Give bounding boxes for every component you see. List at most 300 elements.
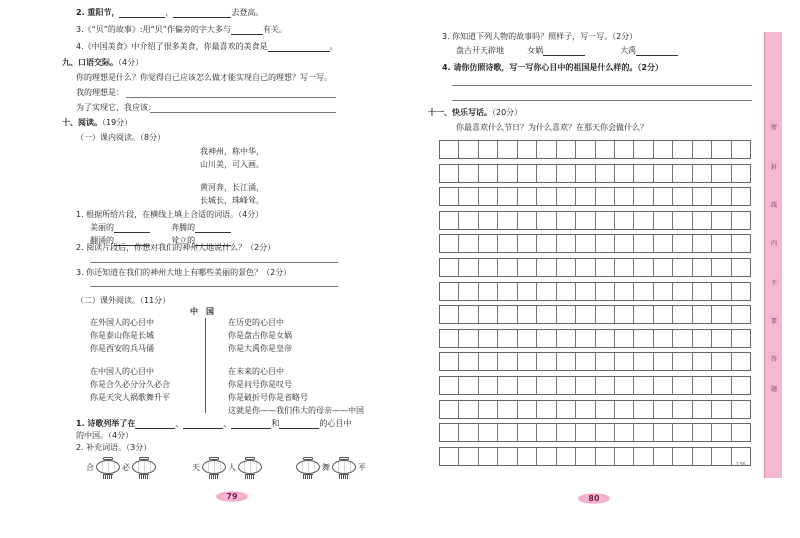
grid-cell[interactable] bbox=[712, 188, 731, 205]
poem-line: 这就是你——我们伟大的母亲——中国 bbox=[228, 406, 364, 415]
grid-cell[interactable] bbox=[615, 377, 634, 394]
poem-line: 你是盘古你是女娲 bbox=[228, 331, 292, 340]
grid-cell[interactable] bbox=[673, 188, 692, 205]
side-char: 答 bbox=[770, 356, 777, 363]
grid-cell[interactable] bbox=[712, 448, 731, 465]
grid-cell[interactable] bbox=[634, 353, 653, 370]
grid-cell[interactable] bbox=[634, 306, 653, 323]
grid-cell[interactable] bbox=[576, 306, 595, 323]
grid-cell[interactable] bbox=[537, 212, 556, 229]
grid-cell[interactable] bbox=[693, 188, 712, 205]
reading-q3-answer-line[interactable] bbox=[90, 286, 338, 287]
section-11-title: 十一、快乐写话。（20分） bbox=[428, 108, 523, 117]
grid-cell[interactable] bbox=[518, 165, 537, 182]
grid-cell[interactable] bbox=[576, 283, 595, 300]
poem-line: 你是天灾人祸歌舞升平 bbox=[90, 393, 170, 402]
grid-cell[interactable] bbox=[634, 448, 653, 465]
grid-cell[interactable] bbox=[732, 212, 750, 229]
grid-cell[interactable] bbox=[498, 377, 517, 394]
grid-cell[interactable] bbox=[440, 212, 459, 229]
grid-cell[interactable] bbox=[498, 306, 517, 323]
section-10-title: 十、阅读。（19分） bbox=[62, 118, 133, 127]
grid-cell[interactable] bbox=[459, 235, 478, 252]
grid-cell[interactable] bbox=[537, 141, 556, 158]
grid-cell[interactable] bbox=[634, 401, 653, 418]
grid-cell[interactable] bbox=[634, 283, 653, 300]
grid-cell[interactable] bbox=[712, 283, 731, 300]
grid-cell[interactable] bbox=[732, 306, 750, 323]
grid-cell[interactable] bbox=[537, 377, 556, 394]
grid-cell[interactable] bbox=[615, 235, 634, 252]
grid-cell[interactable] bbox=[518, 188, 537, 205]
grid-cell[interactable] bbox=[673, 306, 692, 323]
grid-cell[interactable] bbox=[557, 283, 576, 300]
grid-cell[interactable] bbox=[596, 306, 615, 323]
grid-cell[interactable] bbox=[459, 283, 478, 300]
grid-cell[interactable] bbox=[440, 306, 459, 323]
grid-row bbox=[439, 447, 751, 466]
grid-cell[interactable] bbox=[634, 212, 653, 229]
grid-cell[interactable] bbox=[615, 306, 634, 323]
grid-cell[interactable] bbox=[576, 259, 595, 276]
grid-cell[interactable] bbox=[518, 401, 537, 418]
grid-cell[interactable] bbox=[440, 188, 459, 205]
grid-cell[interactable] bbox=[615, 259, 634, 276]
grid-cell[interactable] bbox=[459, 353, 478, 370]
grid-cell[interactable] bbox=[576, 377, 595, 394]
grid-cell[interactable] bbox=[576, 165, 595, 182]
grid-cell[interactable] bbox=[537, 448, 556, 465]
grid-cell[interactable] bbox=[440, 283, 459, 300]
grid-cell[interactable] bbox=[712, 424, 731, 441]
grid-cell[interactable] bbox=[557, 377, 576, 394]
grid-cell[interactable] bbox=[732, 141, 750, 158]
plan-line: 为了实现它，我应该： bbox=[76, 103, 156, 112]
grid-cell[interactable] bbox=[712, 212, 731, 229]
grid-cell[interactable] bbox=[498, 212, 517, 229]
grid-cell[interactable] bbox=[479, 424, 498, 441]
grid-cell[interactable] bbox=[654, 188, 673, 205]
grid-cell[interactable] bbox=[498, 259, 517, 276]
grid-cell[interactable] bbox=[693, 424, 712, 441]
grid-cell[interactable] bbox=[479, 353, 498, 370]
grid-cell[interactable] bbox=[732, 235, 750, 252]
grid-cell[interactable] bbox=[440, 141, 459, 158]
grid-cell[interactable] bbox=[693, 141, 712, 158]
grid-cell[interactable] bbox=[459, 165, 478, 182]
poem-line: 在历史的心目中 bbox=[228, 318, 284, 327]
grid-cell[interactable] bbox=[440, 235, 459, 252]
grid-cell[interactable] bbox=[673, 141, 692, 158]
grid-cell[interactable] bbox=[654, 259, 673, 276]
q8-4: 4.《中国美食》中介绍了很多美食，你最喜欢的美食是 。 bbox=[76, 42, 338, 51]
grid-cell[interactable] bbox=[634, 188, 653, 205]
grid-cell[interactable] bbox=[596, 283, 615, 300]
grid-cell[interactable] bbox=[596, 377, 615, 394]
grid-cell[interactable] bbox=[479, 283, 498, 300]
grid-cell[interactable] bbox=[557, 424, 576, 441]
grid-cell[interactable] bbox=[673, 448, 692, 465]
grid-cell[interactable] bbox=[576, 212, 595, 229]
grid-cell[interactable] bbox=[673, 235, 692, 252]
poem-line: 在外国人的心目中 bbox=[90, 318, 154, 327]
grid-cell[interactable] bbox=[440, 401, 459, 418]
answer-blank[interactable] bbox=[135, 420, 175, 429]
grid-cell[interactable] bbox=[459, 306, 478, 323]
poem-line: 你是泰山你是长城 bbox=[90, 331, 154, 340]
poem-line: 你是合久必分分久必合 bbox=[90, 380, 170, 389]
grid-cell[interactable] bbox=[673, 353, 692, 370]
grid-cell[interactable] bbox=[654, 401, 673, 418]
grid-row bbox=[439, 423, 751, 442]
grid-cell[interactable] bbox=[576, 353, 595, 370]
grid-cell[interactable] bbox=[693, 306, 712, 323]
grid-cell[interactable] bbox=[732, 259, 750, 276]
grid-cell[interactable] bbox=[596, 424, 615, 441]
grid-cell[interactable] bbox=[712, 259, 731, 276]
grid-cell[interactable] bbox=[596, 353, 615, 370]
seal-line-strip bbox=[764, 32, 782, 478]
grid-cell[interactable] bbox=[576, 141, 595, 158]
grid-cell[interactable] bbox=[440, 259, 459, 276]
grid-cell[interactable] bbox=[576, 235, 595, 252]
grid-cell[interactable] bbox=[518, 212, 537, 229]
grid-cell[interactable] bbox=[693, 330, 712, 347]
grid-cell[interactable] bbox=[673, 259, 692, 276]
grid-cell[interactable] bbox=[615, 212, 634, 229]
side-char: 要 bbox=[770, 318, 777, 325]
grid-cell[interactable] bbox=[732, 448, 750, 465]
grid-cell[interactable] bbox=[596, 448, 615, 465]
grid-cell[interactable] bbox=[479, 212, 498, 229]
grid-cell[interactable] bbox=[459, 330, 478, 347]
grid-cell[interactable] bbox=[634, 377, 653, 394]
grid-cell[interactable] bbox=[596, 188, 615, 205]
grid-cell[interactable] bbox=[518, 306, 537, 323]
lantern-icon[interactable] bbox=[131, 457, 157, 479]
grid-cell[interactable] bbox=[576, 401, 595, 418]
grid-cell[interactable] bbox=[712, 306, 731, 323]
right-q4-answer-line-2[interactable] bbox=[452, 100, 752, 101]
grid-cell[interactable] bbox=[732, 165, 750, 182]
grid-cell[interactable] bbox=[634, 259, 653, 276]
grid-cell[interactable] bbox=[654, 353, 673, 370]
grid-cell[interactable] bbox=[557, 141, 576, 158]
grid-cell[interactable] bbox=[654, 330, 673, 347]
grid-cell[interactable] bbox=[576, 424, 595, 441]
grid-cell[interactable] bbox=[615, 188, 634, 205]
grid-row bbox=[439, 305, 751, 324]
grid-cell[interactable] bbox=[479, 188, 498, 205]
lantern-group-3: 舞 平 bbox=[294, 457, 366, 479]
right-q3: 3. 你知道下列人物的故事吗？照样子，写一写。（2分） bbox=[442, 32, 638, 41]
grid-cell[interactable] bbox=[518, 330, 537, 347]
reading-q1-row1: 美丽的 奔腾的 bbox=[90, 223, 231, 233]
grid-cell[interactable] bbox=[654, 306, 673, 323]
grid-cell[interactable] bbox=[615, 330, 634, 347]
grid-cell[interactable] bbox=[479, 401, 498, 418]
grid-cell[interactable] bbox=[615, 424, 634, 441]
grid-row bbox=[439, 258, 751, 277]
grid-cell[interactable] bbox=[596, 330, 615, 347]
grid-cell[interactable] bbox=[537, 235, 556, 252]
grid-cell[interactable] bbox=[537, 424, 556, 441]
writing-grid[interactable] bbox=[439, 140, 752, 468]
grid-cell[interactable] bbox=[712, 235, 731, 252]
grid-cell[interactable] bbox=[459, 377, 478, 394]
grid-cell[interactable] bbox=[498, 188, 517, 205]
right-q4-answer-line-1[interactable] bbox=[452, 85, 752, 86]
grid-cell[interactable] bbox=[693, 165, 712, 182]
section-9-title: 九、口语交际。（4分） bbox=[62, 58, 144, 67]
answer-blank[interactable] bbox=[231, 26, 263, 35]
grid-cell[interactable] bbox=[712, 141, 731, 158]
grid-cell[interactable] bbox=[537, 306, 556, 323]
lantern-icon[interactable] bbox=[95, 457, 121, 479]
grid-cell[interactable] bbox=[654, 235, 673, 252]
grid-cell[interactable] bbox=[673, 401, 692, 418]
grid-cell[interactable] bbox=[440, 424, 459, 441]
grid-cell[interactable] bbox=[712, 165, 731, 182]
grid-cell[interactable] bbox=[557, 235, 576, 252]
grid-cell[interactable] bbox=[732, 330, 750, 347]
grid-cell[interactable] bbox=[596, 141, 615, 158]
plan-answer-line[interactable] bbox=[150, 112, 336, 113]
poem-title: 中 国 bbox=[190, 307, 214, 316]
grid-cell[interactable] bbox=[459, 188, 478, 205]
side-char: 线 bbox=[770, 202, 777, 209]
grid-cell[interactable] bbox=[654, 377, 673, 394]
side-char: 不 bbox=[770, 280, 777, 287]
grid-cell[interactable] bbox=[537, 401, 556, 418]
q8-2: 2. 重阳节， ， 去登高。 bbox=[76, 8, 264, 17]
grid-cell[interactable] bbox=[479, 259, 498, 276]
lantern-icon[interactable] bbox=[201, 457, 227, 479]
grid-cell[interactable] bbox=[518, 424, 537, 441]
grid-cell[interactable] bbox=[712, 330, 731, 347]
ideal-line: 我的理想是： bbox=[76, 88, 124, 97]
grid-cell[interactable] bbox=[596, 165, 615, 182]
grid-cell[interactable] bbox=[693, 377, 712, 394]
grid-cell[interactable] bbox=[634, 141, 653, 158]
answer-blank[interactable] bbox=[114, 224, 150, 233]
grid-cell[interactable] bbox=[634, 235, 653, 252]
grid-cell[interactable] bbox=[654, 165, 673, 182]
poem-line: 长城长，珠峰耸。 bbox=[200, 196, 264, 205]
grid-cell[interactable] bbox=[459, 448, 478, 465]
grid-cell[interactable] bbox=[498, 165, 517, 182]
grid-cell[interactable] bbox=[732, 188, 750, 205]
grid-cell[interactable] bbox=[693, 283, 712, 300]
grid-cell[interactable] bbox=[498, 235, 517, 252]
grid-row bbox=[439, 400, 751, 419]
grid-cell[interactable] bbox=[518, 259, 537, 276]
right-q4: 4. 请你仿照诗歌，写一写你心目中的祖国是什么样的。（2分） bbox=[442, 63, 663, 72]
grid-cell[interactable] bbox=[459, 401, 478, 418]
grid-cell[interactable] bbox=[537, 188, 556, 205]
poem-line: 你是西安的兵马俑 bbox=[90, 344, 154, 353]
grid-cell[interactable] bbox=[440, 353, 459, 370]
page-number: 80 bbox=[577, 493, 611, 504]
grid-cell[interactable] bbox=[693, 235, 712, 252]
side-char: 封 bbox=[770, 164, 777, 171]
grid-cell[interactable] bbox=[615, 165, 634, 182]
grid-cell[interactable] bbox=[673, 377, 692, 394]
grid-cell[interactable] bbox=[693, 448, 712, 465]
grid-cell[interactable] bbox=[557, 330, 576, 347]
grid-cell[interactable] bbox=[596, 235, 615, 252]
grid-cell[interactable] bbox=[732, 377, 750, 394]
grid-cell[interactable] bbox=[537, 330, 556, 347]
answer-blank[interactable] bbox=[279, 420, 319, 429]
grid-cell[interactable] bbox=[615, 283, 634, 300]
grid-cell[interactable] bbox=[479, 448, 498, 465]
grid-cell[interactable] bbox=[498, 448, 517, 465]
grid-row bbox=[439, 140, 751, 159]
lantern-icon[interactable] bbox=[295, 457, 321, 479]
answer-blank[interactable] bbox=[119, 9, 165, 18]
grid-cell[interactable] bbox=[654, 424, 673, 441]
grid-cell[interactable] bbox=[479, 330, 498, 347]
grid-cell[interactable] bbox=[498, 353, 517, 370]
grid-cell[interactable] bbox=[459, 212, 478, 229]
grid-cell[interactable] bbox=[479, 235, 498, 252]
q8-3: 3.《“贝”的故事》:用“贝”作偏旁的字大多与 有关。 bbox=[76, 25, 287, 34]
grid-cell[interactable] bbox=[518, 283, 537, 300]
grid-cell[interactable] bbox=[673, 424, 692, 441]
grid-cell[interactable] bbox=[479, 141, 498, 158]
grid-cell[interactable] bbox=[518, 353, 537, 370]
grid-row bbox=[439, 352, 751, 371]
section-9-prompt: 你的理想是什么？你觉得自己应该怎么做才能实现自己的理想？写一写。 bbox=[76, 73, 332, 82]
grid-cell[interactable] bbox=[459, 424, 478, 441]
grid-cell[interactable] bbox=[557, 188, 576, 205]
grid-cell[interactable] bbox=[518, 141, 537, 158]
grid-cell[interactable] bbox=[557, 353, 576, 370]
grid-cell[interactable] bbox=[459, 259, 478, 276]
grid-cell[interactable] bbox=[479, 377, 498, 394]
grid-cell[interactable] bbox=[479, 165, 498, 182]
grid-cell[interactable] bbox=[634, 165, 653, 182]
extra-q1-cont: 的中国。（4分） bbox=[76, 431, 134, 440]
grid-cell[interactable] bbox=[732, 283, 750, 300]
answer-blank[interactable] bbox=[268, 43, 330, 52]
grid-cell[interactable] bbox=[537, 353, 556, 370]
grid-row bbox=[439, 234, 751, 253]
grid-cell[interactable] bbox=[596, 212, 615, 229]
grid-cell[interactable] bbox=[693, 353, 712, 370]
grid-cell[interactable] bbox=[615, 353, 634, 370]
grid-cell[interactable] bbox=[440, 377, 459, 394]
page-number: 79 bbox=[215, 491, 249, 502]
ideal-answer-line[interactable] bbox=[126, 97, 336, 98]
grid-cell[interactable] bbox=[557, 212, 576, 229]
grid-cell[interactable] bbox=[576, 448, 595, 465]
grid-cell[interactable] bbox=[518, 377, 537, 394]
poem-divider bbox=[205, 318, 206, 413]
reading-q2-answer-line[interactable] bbox=[90, 262, 338, 263]
grid-cell[interactable] bbox=[596, 401, 615, 418]
part-1-title: （一）课内阅读。（8分） bbox=[76, 133, 166, 142]
grid-cell[interactable] bbox=[712, 353, 731, 370]
grid-cell[interactable] bbox=[537, 283, 556, 300]
grid-cell[interactable] bbox=[693, 401, 712, 418]
grid-cell[interactable] bbox=[440, 448, 459, 465]
grid-cell[interactable] bbox=[654, 448, 673, 465]
grid-cell[interactable] bbox=[557, 306, 576, 323]
grid-row bbox=[439, 376, 751, 395]
poem-line: 你是问号你是叹号 bbox=[228, 380, 292, 389]
grid-cell[interactable] bbox=[615, 448, 634, 465]
grid-cell[interactable] bbox=[557, 259, 576, 276]
grid-cell[interactable] bbox=[712, 401, 731, 418]
answer-blank[interactable] bbox=[195, 224, 231, 233]
answer-blank[interactable] bbox=[183, 420, 223, 429]
grid-cell[interactable] bbox=[673, 283, 692, 300]
grid-cell[interactable] bbox=[576, 188, 595, 205]
poem-line: 我神州，称中华， bbox=[200, 147, 264, 156]
grid-cell[interactable] bbox=[537, 259, 556, 276]
grid-cell[interactable] bbox=[654, 212, 673, 229]
grid-cell[interactable] bbox=[498, 141, 517, 158]
reading-q1-row2: 翻涌的 耸立的 bbox=[90, 236, 231, 246]
grid-row bbox=[439, 329, 751, 348]
grid-cell[interactable] bbox=[615, 141, 634, 158]
poem-line: 在中国人的心目中 bbox=[90, 367, 154, 376]
grid-cell[interactable] bbox=[537, 165, 556, 182]
grid-cell[interactable] bbox=[440, 330, 459, 347]
grid-cell[interactable] bbox=[459, 141, 478, 158]
answer-blank[interactable] bbox=[543, 47, 585, 56]
grid-cell[interactable] bbox=[634, 330, 653, 347]
grid-cell[interactable] bbox=[693, 259, 712, 276]
poem-line: 你是破折号你是省略号 bbox=[228, 393, 308, 402]
grid-cell[interactable] bbox=[479, 306, 498, 323]
grid-cell[interactable] bbox=[498, 401, 517, 418]
grid-cell[interactable] bbox=[654, 283, 673, 300]
grid-cell[interactable] bbox=[634, 424, 653, 441]
grid-cell[interactable] bbox=[518, 448, 537, 465]
grid-cell[interactable] bbox=[596, 259, 615, 276]
grid-cell[interactable] bbox=[732, 353, 750, 370]
grid-cell[interactable] bbox=[615, 401, 634, 418]
grid-cell[interactable] bbox=[673, 165, 692, 182]
grid-row bbox=[439, 164, 751, 183]
grid-cell[interactable] bbox=[557, 165, 576, 182]
grid-cell[interactable] bbox=[498, 330, 517, 347]
grid-cell[interactable] bbox=[518, 235, 537, 252]
lantern-icon[interactable] bbox=[331, 457, 357, 479]
grid-cell[interactable] bbox=[557, 448, 576, 465]
lantern-icon[interactable] bbox=[237, 457, 263, 479]
grid-cell[interactable] bbox=[440, 165, 459, 182]
grid-cell[interactable] bbox=[673, 330, 692, 347]
grid-cell[interactable] bbox=[732, 401, 750, 418]
grid-cell[interactable] bbox=[576, 330, 595, 347]
answer-blank[interactable] bbox=[636, 47, 678, 56]
answer-blank[interactable] bbox=[231, 420, 271, 429]
grid-cell[interactable] bbox=[732, 424, 750, 441]
grid-cell[interactable] bbox=[673, 212, 692, 229]
grid-cell[interactable] bbox=[654, 141, 673, 158]
grid-cell[interactable] bbox=[693, 212, 712, 229]
grid-cell[interactable] bbox=[498, 424, 517, 441]
grid-cell[interactable] bbox=[712, 377, 731, 394]
grid-cell[interactable] bbox=[557, 401, 576, 418]
grid-cell[interactable] bbox=[498, 283, 517, 300]
answer-blank[interactable] bbox=[173, 9, 231, 18]
grid-row bbox=[439, 282, 751, 301]
